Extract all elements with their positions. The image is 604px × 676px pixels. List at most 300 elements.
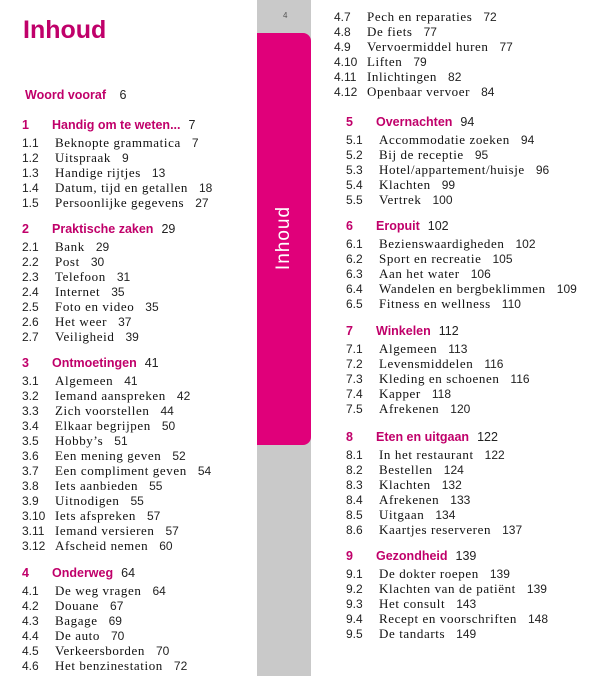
toc-item[interactable] bbox=[346, 132, 549, 147]
toc-item-title: Het weer bbox=[55, 314, 108, 329]
toc-item[interactable] bbox=[334, 39, 513, 54]
toc-item-number: 4.2 bbox=[22, 599, 39, 613]
toc-item-number: 4.11 bbox=[334, 70, 357, 84]
page-number: 4 bbox=[283, 11, 288, 20]
toc-item[interactable] bbox=[346, 447, 522, 462]
chapter-5 bbox=[346, 115, 549, 207]
toc-item-title: Bagage bbox=[55, 613, 98, 628]
toc-item-page: 79 bbox=[413, 55, 427, 69]
toc-item[interactable] bbox=[22, 598, 187, 613]
toc-item-title: Accommodatie zoeken bbox=[379, 132, 510, 147]
toc-item[interactable] bbox=[22, 613, 187, 628]
toc-item-page: 77 bbox=[423, 25, 437, 39]
chapter-heading[interactable] bbox=[346, 430, 522, 445]
toc-item-number: 9.5 bbox=[346, 627, 363, 641]
toc-item-title: Aan het water bbox=[379, 266, 460, 281]
chapter-7 bbox=[346, 324, 530, 416]
toc-item-title: Bij de receptie bbox=[379, 147, 464, 162]
toc-item-page: 96 bbox=[535, 163, 550, 177]
toc-item-page: 55 bbox=[130, 494, 144, 508]
toc-item-title: Telefoon bbox=[55, 269, 106, 284]
toc-item[interactable] bbox=[22, 299, 175, 314]
chapter-number: 6 bbox=[346, 219, 353, 233]
toc-item-title: Foto en video bbox=[55, 299, 135, 314]
toc-item-title: Afrekenen bbox=[379, 492, 440, 507]
chapter-items bbox=[22, 583, 187, 673]
chapter-number: 2 bbox=[22, 222, 29, 236]
toc-item-page: 139 bbox=[489, 567, 510, 581]
toc-item-number: 7.4 bbox=[346, 387, 363, 401]
toc-item-number: 2.3 bbox=[22, 270, 39, 284]
toc-item[interactable] bbox=[346, 192, 549, 207]
toc-item-page: 35 bbox=[111, 285, 125, 299]
chapter-page: 29 bbox=[161, 222, 176, 236]
toc-item[interactable] bbox=[22, 373, 211, 388]
toc-item-number: 4.8 bbox=[334, 25, 351, 39]
toc-item[interactable] bbox=[346, 281, 577, 296]
toc-item-title: Een compliment geven bbox=[55, 463, 187, 478]
toc-item[interactable] bbox=[22, 448, 211, 463]
toc-item-title: Recept en voorschriften bbox=[379, 611, 517, 626]
toc-item-page: 52 bbox=[172, 449, 186, 463]
toc-item[interactable] bbox=[22, 165, 212, 180]
toc-item-title: Algemeen bbox=[379, 341, 438, 356]
toc-item-page: 120 bbox=[450, 402, 471, 416]
toc-item-title: Liften bbox=[367, 54, 403, 69]
toc-item-number: 4.4 bbox=[22, 629, 39, 643]
toc-item-title: Kapper bbox=[379, 386, 421, 401]
toc-item-title: Post bbox=[55, 254, 80, 269]
toc-item-page: 110 bbox=[501, 297, 521, 311]
toc-item-title: Internet bbox=[55, 284, 101, 299]
toc-item-number: 6.4 bbox=[346, 282, 363, 296]
toc-item-title: Algemeen bbox=[55, 373, 114, 388]
toc-item[interactable] bbox=[22, 493, 211, 508]
section-tab-text: Inhoud bbox=[273, 205, 294, 271]
chapter-title: Winkelen bbox=[376, 324, 431, 338]
chapter-page: 94 bbox=[460, 115, 475, 129]
toc-item-title: Klachten bbox=[379, 177, 431, 192]
toc-item[interactable] bbox=[346, 162, 549, 177]
toc-item-page: 105 bbox=[492, 252, 513, 266]
toc-item-page: 70 bbox=[155, 644, 170, 658]
toc-item[interactable] bbox=[346, 386, 530, 401]
toc-item-title: Wandelen en bergbeklimmen bbox=[379, 281, 546, 296]
toc-item-number: 2.4 bbox=[22, 285, 39, 299]
toc-item-number: 4.10 bbox=[334, 55, 358, 69]
toc-item-page: 118 bbox=[431, 387, 451, 401]
toc-item-page: 100 bbox=[432, 193, 453, 207]
chapter-page: 112 bbox=[438, 324, 459, 338]
toc-item-number: 7.5 bbox=[346, 402, 363, 416]
chapter-title: Praktische zaken bbox=[52, 222, 154, 236]
toc-item[interactable] bbox=[346, 266, 577, 281]
toc-item[interactable] bbox=[346, 251, 577, 266]
toc-item-title: De tandarts bbox=[379, 626, 446, 641]
chapter-page: 7 bbox=[188, 118, 196, 132]
toc-item[interactable] bbox=[334, 9, 513, 24]
toc-item-title: De fiets bbox=[367, 24, 413, 39]
chapter-page: 122 bbox=[477, 430, 498, 444]
toc-item-title: Veiligheid bbox=[55, 329, 115, 344]
toc-item-page: 18 bbox=[198, 181, 213, 195]
toc-item[interactable] bbox=[334, 24, 513, 39]
toc-item-title: Pech en reparaties bbox=[367, 9, 473, 24]
chapter-8 bbox=[346, 430, 522, 537]
toc-item-title: Klachten bbox=[379, 477, 431, 492]
chapter-items bbox=[22, 135, 212, 210]
toc-item-number: 3.10 bbox=[22, 509, 46, 523]
toc-item[interactable] bbox=[22, 478, 211, 493]
toc-item-page: 106 bbox=[470, 267, 491, 281]
chapter-heading[interactable] bbox=[22, 566, 187, 581]
toc-item-page: 70 bbox=[111, 629, 125, 643]
toc-item-number: 8.6 bbox=[346, 523, 363, 537]
toc-item-title: Iemand versieren bbox=[55, 523, 155, 538]
toc-item-number: 4.7 bbox=[334, 10, 351, 24]
toc-item[interactable] bbox=[22, 433, 211, 448]
toc-item-title: Het consult bbox=[379, 596, 446, 611]
toc-item-number: 1.1 bbox=[22, 136, 39, 150]
chapter-heading[interactable] bbox=[346, 115, 549, 130]
toc-item-page: 44 bbox=[160, 404, 174, 418]
chapter-page: 64 bbox=[121, 566, 136, 580]
chapter-title: Eropuit bbox=[376, 219, 420, 233]
toc-item-title: Inlichtingen bbox=[367, 69, 438, 84]
chapter-heading[interactable] bbox=[346, 324, 530, 339]
toc-item-title: Het benzinestation bbox=[55, 658, 163, 673]
toc-item-page: 116 bbox=[484, 357, 504, 371]
toc-item-number: 7.2 bbox=[346, 357, 363, 371]
toc-item-number: 5.3 bbox=[346, 163, 363, 177]
chapter-title: Eten en uitgaan bbox=[376, 430, 470, 444]
toc-item-title: Sport en recreatie bbox=[379, 251, 482, 266]
chapter-title: Overnachten bbox=[376, 115, 453, 129]
chapter-heading[interactable] bbox=[346, 549, 548, 564]
chapter-heading[interactable] bbox=[22, 356, 211, 371]
chapter-number: 7 bbox=[346, 324, 353, 338]
chapter-1 bbox=[22, 118, 212, 210]
toc-item-title: Openbaar vervoer bbox=[367, 84, 471, 99]
section-tab-label bbox=[257, 33, 311, 445]
toc-item-title: De dokter roepen bbox=[379, 566, 479, 581]
toc-item[interactable] bbox=[22, 538, 211, 553]
toc-item-page: 7 bbox=[191, 136, 199, 150]
toc-item[interactable] bbox=[22, 269, 175, 284]
toc-item[interactable] bbox=[22, 388, 211, 403]
toc-item-number: 6.2 bbox=[346, 252, 363, 266]
toc-item-page: 57 bbox=[165, 524, 179, 538]
toc-item-page: 102 bbox=[515, 237, 536, 251]
chapter-3 bbox=[22, 356, 211, 553]
toc-item-number: 4.12 bbox=[334, 85, 358, 99]
toc-item-number: 7.1 bbox=[346, 342, 363, 356]
toc-item[interactable] bbox=[346, 566, 548, 581]
toc-item[interactable] bbox=[22, 418, 211, 433]
toc-item-page: 55 bbox=[149, 479, 163, 493]
toc-item[interactable] bbox=[22, 195, 212, 210]
foreword-page: 6 bbox=[119, 88, 127, 102]
toc-item-page: 95 bbox=[474, 148, 489, 162]
toc-item[interactable] bbox=[346, 401, 530, 416]
toc-item-title: De auto bbox=[55, 628, 100, 643]
toc-item[interactable] bbox=[346, 522, 522, 537]
toc-item-page: 60 bbox=[159, 539, 173, 553]
chapter-items bbox=[22, 373, 211, 553]
toc-item-number: 9.4 bbox=[346, 612, 363, 626]
toc-item-title: Uitspraak bbox=[55, 150, 111, 165]
toc-item-number: 3.4 bbox=[22, 419, 39, 433]
toc-item-page: 84 bbox=[481, 85, 495, 99]
toc-item-page: 51 bbox=[114, 434, 128, 448]
toc-item[interactable] bbox=[22, 523, 211, 538]
toc-item-number: 3.5 bbox=[22, 434, 39, 448]
toc-item-page: 31 bbox=[116, 270, 131, 284]
chapter-items bbox=[346, 566, 548, 641]
toc-item-title: Hobby’s bbox=[55, 433, 104, 448]
toc-item[interactable] bbox=[22, 508, 211, 523]
toc-item-title: Fitness en wellness bbox=[379, 296, 491, 311]
toc-item-number: 8.4 bbox=[346, 493, 363, 507]
chapter-page: 102 bbox=[427, 219, 449, 233]
toc-item-page: 134 bbox=[435, 508, 456, 522]
toc-item-number: 4.6 bbox=[22, 659, 39, 673]
chapter-number: 1 bbox=[22, 118, 29, 132]
toc-item[interactable] bbox=[334, 69, 513, 84]
toc-item-title: Iemand aanspreken bbox=[55, 388, 166, 403]
toc-item-number: 1.3 bbox=[22, 166, 39, 180]
section-tab bbox=[257, 33, 311, 445]
toc-item-number: 2.2 bbox=[22, 255, 39, 269]
toc-item-page: 139 bbox=[526, 582, 547, 596]
foreword-title: Woord vooraf bbox=[25, 88, 107, 102]
toc-item-number: 2.7 bbox=[22, 330, 39, 344]
toc-item-page: 148 bbox=[527, 612, 549, 626]
toc-item-page: 137 bbox=[502, 523, 523, 537]
chapter-items bbox=[346, 132, 549, 207]
toc-item-number: 3.12 bbox=[22, 539, 46, 553]
toc-item[interactable] bbox=[22, 254, 175, 269]
toc-item[interactable] bbox=[22, 239, 175, 254]
toc-item-number: 3.8 bbox=[22, 479, 39, 493]
chapter-page: 139 bbox=[455, 549, 477, 563]
toc-item[interactable] bbox=[22, 403, 211, 418]
toc-item[interactable] bbox=[22, 329, 175, 344]
toc-item-page: 72 bbox=[483, 10, 497, 24]
toc-item[interactable] bbox=[346, 296, 577, 311]
toc-item-title: Elkaar begrijpen bbox=[55, 418, 151, 433]
toc-item[interactable] bbox=[346, 507, 522, 522]
toc-item-number: 8.2 bbox=[346, 463, 363, 477]
toc-item-number: 3.11 bbox=[22, 524, 45, 538]
toc-item-page: 54 bbox=[197, 464, 212, 478]
page-title: Inhoud bbox=[23, 16, 107, 44]
toc-item[interactable] bbox=[334, 84, 513, 99]
toc-item-number: 3.9 bbox=[22, 494, 39, 508]
toc-item-title: Douane bbox=[55, 598, 100, 613]
toc-item-title: Datum, tijd en getallen bbox=[55, 180, 188, 195]
toc-item-page: 82 bbox=[448, 70, 462, 84]
toc-item-page: 39 bbox=[125, 330, 139, 344]
chapter-items bbox=[346, 236, 577, 311]
toc-item-page: 132 bbox=[441, 478, 462, 492]
chapter-title: Handig om te weten... bbox=[52, 118, 181, 132]
toc-item-page: 41 bbox=[124, 374, 138, 388]
toc-item-page: 27 bbox=[195, 196, 209, 210]
toc-item-number: 4.9 bbox=[334, 40, 351, 54]
toc-item[interactable] bbox=[346, 611, 548, 626]
toc-item-title: Afrekenen bbox=[379, 401, 440, 416]
toc-item-title: Vervoermiddel huren bbox=[367, 39, 489, 54]
toc-item-number: 9.2 bbox=[346, 582, 363, 596]
toc-item-title: Kaartjes reserveren bbox=[379, 522, 492, 537]
toc-item-page: 109 bbox=[556, 282, 577, 296]
toc-item-title: Handige rijtjes bbox=[55, 165, 141, 180]
toc-item[interactable] bbox=[22, 643, 187, 658]
toc-item[interactable] bbox=[22, 463, 211, 478]
toc-item-title: Bestellen bbox=[379, 462, 433, 477]
toc-item[interactable] bbox=[346, 177, 549, 192]
toc-item[interactable] bbox=[346, 492, 522, 507]
toc-item-number: 1.2 bbox=[22, 151, 39, 165]
toc-item-page: 116 bbox=[510, 372, 530, 386]
toc-item-number: 5.5 bbox=[346, 193, 363, 207]
foreword-entry[interactable] bbox=[25, 88, 126, 102]
toc-item-page: 57 bbox=[146, 509, 161, 523]
chapter-title: Gezondheid bbox=[376, 549, 448, 563]
chapter-4-continued bbox=[334, 9, 513, 99]
chapter-title: Ontmoetingen bbox=[52, 356, 137, 370]
toc-item[interactable] bbox=[346, 462, 522, 477]
toc-item-number: 6.5 bbox=[346, 297, 363, 311]
toc-item[interactable] bbox=[22, 284, 175, 299]
toc-item-page: 37 bbox=[118, 315, 132, 329]
toc-item-page: 122 bbox=[484, 448, 505, 462]
toc-item[interactable] bbox=[346, 147, 549, 162]
toc-item-page: 67 bbox=[110, 599, 124, 613]
toc-item-page: 72 bbox=[173, 659, 188, 673]
toc-item-number: 5.1 bbox=[346, 133, 363, 147]
toc-item-number: 8.1 bbox=[346, 448, 363, 462]
toc-item-number: 1.5 bbox=[22, 196, 39, 210]
chapter-heading[interactable] bbox=[22, 222, 175, 237]
toc-item-number: 8.5 bbox=[346, 508, 363, 522]
toc-item-page: 64 bbox=[152, 584, 166, 598]
toc-item-page: 69 bbox=[108, 614, 122, 628]
toc-item[interactable] bbox=[346, 626, 548, 641]
chapter-title: Onderweg bbox=[52, 566, 114, 580]
chapter-4 bbox=[22, 566, 187, 673]
toc-item[interactable] bbox=[22, 583, 187, 598]
toc-item-page: 133 bbox=[450, 493, 471, 507]
toc-item-title: Iets afspreken bbox=[55, 508, 136, 523]
toc-item-number: 5.2 bbox=[346, 148, 363, 162]
toc-item-page: 50 bbox=[161, 419, 176, 433]
toc-item-title: Vertrek bbox=[379, 192, 422, 207]
toc-item-number: 3.7 bbox=[22, 464, 39, 478]
toc-item-title: De weg vragen bbox=[55, 583, 142, 598]
toc-item-number: 2.6 bbox=[22, 315, 39, 329]
toc-item-page: 113 bbox=[448, 342, 468, 356]
toc-item[interactable] bbox=[346, 581, 548, 596]
toc-item-page: 30 bbox=[90, 255, 105, 269]
chapter-9 bbox=[346, 549, 548, 641]
toc-item-title: Persoonlijke gegevens bbox=[55, 195, 185, 210]
toc-item-title: Levensmiddelen bbox=[379, 356, 474, 371]
toc-item-title: In het restaurant bbox=[379, 447, 474, 462]
toc-item-number: 7.3 bbox=[346, 372, 363, 386]
chapter-number: 8 bbox=[346, 430, 353, 444]
chapter-6 bbox=[346, 219, 577, 311]
toc-item-number: 5.4 bbox=[346, 178, 363, 192]
toc-item[interactable] bbox=[334, 54, 513, 69]
toc-item-page: 29 bbox=[95, 240, 110, 254]
toc-item[interactable] bbox=[22, 180, 212, 195]
toc-item[interactable] bbox=[346, 371, 530, 386]
toc-item[interactable] bbox=[22, 314, 175, 329]
toc-item[interactable] bbox=[346, 236, 577, 251]
toc-item-page: 9 bbox=[121, 151, 129, 165]
toc-item-title: Iets aanbieden bbox=[55, 478, 139, 493]
chapter-number: 9 bbox=[346, 549, 353, 563]
chapter-page: 41 bbox=[144, 356, 159, 370]
chapter-items bbox=[346, 447, 522, 537]
toc-item-number: 4.1 bbox=[22, 584, 39, 598]
toc-item-number: 6.1 bbox=[346, 237, 363, 251]
toc-item-number: 4.3 bbox=[22, 614, 39, 628]
toc-item[interactable] bbox=[22, 628, 187, 643]
toc-item-title: Klachten van de patiënt bbox=[379, 581, 516, 596]
toc-item[interactable] bbox=[346, 477, 522, 492]
toc-item-number: 6.3 bbox=[346, 267, 363, 281]
toc-item[interactable] bbox=[346, 341, 530, 356]
toc-item[interactable] bbox=[346, 356, 530, 371]
toc-item-number: 4.5 bbox=[22, 644, 39, 658]
toc-item-number: 3.1 bbox=[22, 374, 39, 388]
toc-item-page: 94 bbox=[520, 133, 535, 147]
toc-item-number: 3.3 bbox=[22, 404, 39, 418]
toc-item[interactable] bbox=[346, 596, 548, 611]
toc-item-title: Uitgaan bbox=[379, 507, 425, 522]
chapter-items bbox=[22, 239, 175, 344]
toc-item-title: Bezienswaardigheden bbox=[379, 236, 505, 251]
toc-item-title: Hotel/appartement/huisje bbox=[379, 162, 525, 177]
toc-item[interactable] bbox=[22, 150, 212, 165]
toc-item-title: Bank bbox=[55, 239, 85, 254]
toc-item-number: 1.4 bbox=[22, 181, 39, 195]
toc-item[interactable] bbox=[22, 135, 212, 150]
toc-item-page: 99 bbox=[441, 178, 456, 192]
toc-item-title: Afscheid nemen bbox=[55, 538, 149, 553]
toc-item[interactable] bbox=[22, 658, 187, 673]
chapter-number: 3 bbox=[22, 356, 29, 370]
toc-item-number: 3.6 bbox=[22, 449, 39, 463]
toc-item-number: 9.1 bbox=[346, 567, 363, 581]
toc-item-page: 77 bbox=[499, 40, 513, 54]
toc-item-title: Kleding en schoenen bbox=[379, 371, 500, 386]
toc-item-page: 149 bbox=[456, 627, 477, 641]
chapter-heading[interactable] bbox=[346, 219, 577, 234]
toc-item-page: 42 bbox=[176, 389, 191, 403]
chapter-heading[interactable] bbox=[22, 118, 212, 133]
toc-item-title: Beknopte grammatica bbox=[55, 135, 181, 150]
toc-item-number: 2.1 bbox=[22, 240, 39, 254]
toc-item-title: Zich voorstellen bbox=[55, 403, 150, 418]
toc-item-number: 3.2 bbox=[22, 389, 39, 403]
chapter-number: 4 bbox=[22, 566, 29, 580]
chapter-2 bbox=[22, 222, 175, 344]
toc-item-page: 35 bbox=[145, 300, 159, 314]
